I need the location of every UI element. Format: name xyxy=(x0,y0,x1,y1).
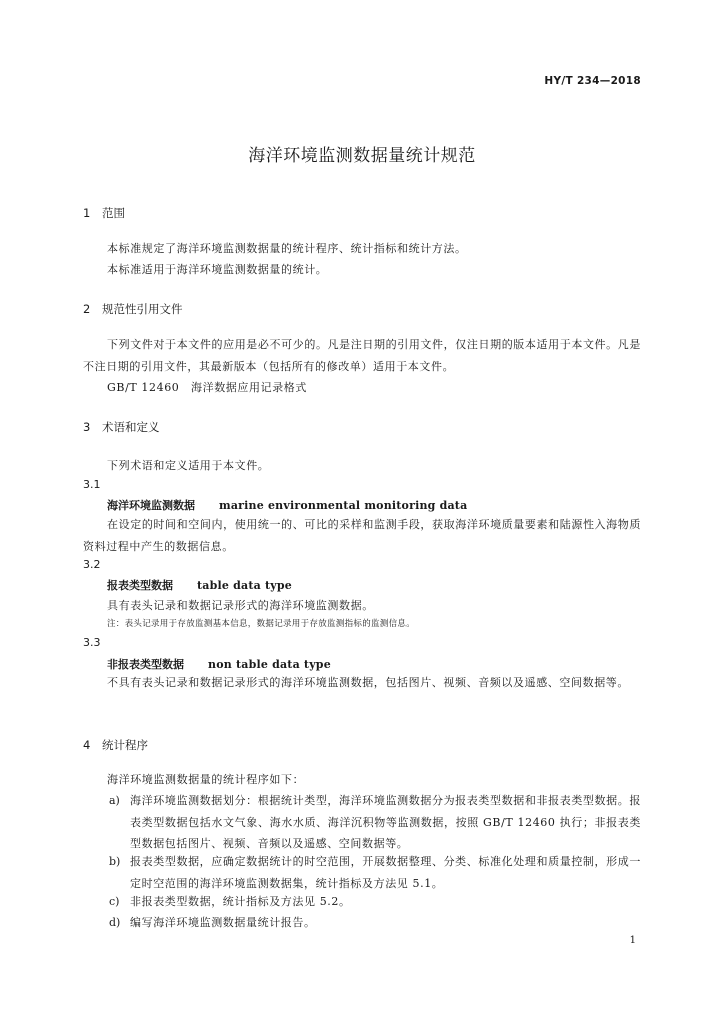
term-zh: 非报表类型数据 xyxy=(107,658,184,671)
section-heading-2 xyxy=(83,301,183,317)
list-item: 编写海洋环境监测数据量统计报告。 xyxy=(130,916,316,929)
term-zh: 海洋环境监测数据 xyxy=(107,499,195,512)
list-item: 非报表类型数据，统计指标及方法见 5.2。 xyxy=(130,895,351,908)
term-definition: 不具有表头记录和数据记录形式的海洋环境监测数据，包括图片、视频、音频以及遥感、空间数据等。 xyxy=(107,676,629,689)
term-en: marine environmental monitoring data xyxy=(219,499,468,512)
term-number: 3.2 xyxy=(83,558,101,571)
section-title: 规范性引用文件 xyxy=(102,302,183,316)
page-title: 海洋环境监测数据量统计规范 xyxy=(248,146,476,166)
section-title: 范围 xyxy=(102,206,125,220)
section-heading-3 xyxy=(83,419,160,435)
term-definition: 具有表头记录和数据记录形式的海洋环境监测数据。 xyxy=(107,599,374,612)
paragraph: 下列文件对于本文件的应用是必不可少的。凡是注日期的引用文件，仅注日期的版本适用于本文件。凡是不注日期的引用文件，其最新版本（包括所有的修改单）适用于本文件。 xyxy=(83,338,641,373)
term-heading xyxy=(107,577,292,593)
paragraph: 本标准规定了海洋环境监测数据量的统计程序、统计指标和统计方法。 xyxy=(107,242,467,255)
term-heading xyxy=(107,656,331,672)
page-number: 1 xyxy=(629,935,636,946)
list-marker: d) xyxy=(109,916,121,929)
term-zh: 报表类型数据 xyxy=(107,579,173,592)
document-code: HY/T 234—2018 xyxy=(544,75,641,87)
section-number: 1 xyxy=(83,206,91,220)
term-note: 注：表头记录用于存放监测基本信息，数据记录用于存放监测指标的监测信息。 xyxy=(107,619,416,629)
section-number: 3 xyxy=(83,420,91,434)
term-number: 3.1 xyxy=(83,478,101,491)
list-marker: c) xyxy=(109,895,120,908)
term-heading xyxy=(107,497,467,513)
paragraph: 下列术语和定义适用于本文件。 xyxy=(107,459,270,472)
list-item: 报表类型数据，应确定数据统计的时空范围，开展数据整理、分类、标准化处理和质量控制，形成一定时空范围的海洋环境监测数据集，统计指标及方法见 5.1。 xyxy=(130,855,641,890)
section-number: 2 xyxy=(83,302,91,316)
term-definition: 在设定的时间和空间内，使用统一的、可比的采样和监测手段，获取海洋环境质量要素和陆源性入海物质资料过程中产生的数据信息。 xyxy=(83,518,641,553)
section-title: 术语和定义 xyxy=(102,420,160,434)
list-marker: a) xyxy=(109,794,120,807)
list-item: 海洋环境监测数据划分：根据统计类型，海洋环境监测数据分为报表类型数据和非报表类型数据。报表类型数据包括水文气象、海水水质、海洋沉积物等监测数据，按照 GB/T 12460 执行；非报表类型数据包括图片、视频、音频以及遥感、空间数据等。 xyxy=(130,794,641,850)
term-en: table data type xyxy=(197,579,292,592)
section-number: 4 xyxy=(83,738,91,752)
term-en: non table data type xyxy=(208,658,331,671)
normative-reference: GB/T 12460 海洋数据应用记录格式 xyxy=(107,381,308,394)
paragraph: 本标准适用于海洋环境监测数据量的统计。 xyxy=(107,263,328,276)
list-marker: b) xyxy=(109,855,121,868)
section-heading-1 xyxy=(83,205,125,221)
section-title: 统计程序 xyxy=(102,738,148,752)
section-heading-4 xyxy=(83,737,148,753)
term-number: 3.3 xyxy=(83,636,101,649)
paragraph: 海洋环境监测数据量的统计程序如下： xyxy=(107,773,305,786)
